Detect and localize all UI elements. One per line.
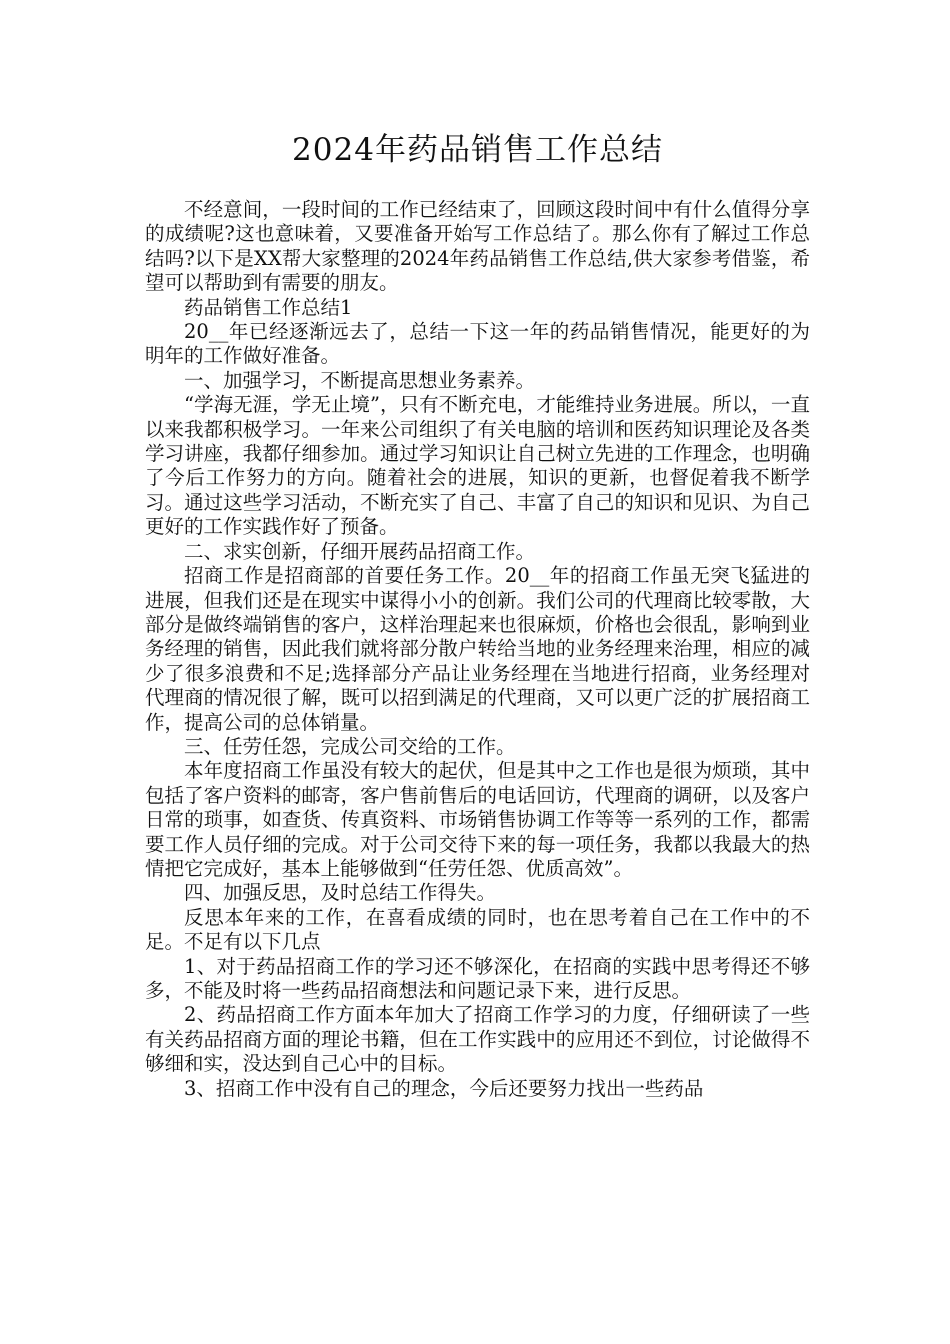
paragraph-heading-2: 二、求实创新，仔细开展药品招商工作。 [184,539,536,563]
paragraph: 本年度招商工作虽没有较大的起伏，但是其中之工作也是很为烦琐，其中包括了客户资料的邮寄，客户售前售后的电话回访，代理商的调研，以及客户日常的琐事，如查货、传真资料、市场销售协调工作等等一系列的工作，都需要工作人员仔细的完成。对于公司交待下来的每一项任务，我都以我最大的热情把它完成好，基本上能够做到“任劳任怨、优质高效”。 [145,759,810,880]
paragraph-list-item: 2、药品招商工作方面本年加大了招商工作学习的力度，仔细研读了一些有关药品招商方面的理论书籍，但在工作实践中的应用还不到位，讨论做得不够细和实，没达到自己心中的目标。 [145,1003,810,1076]
document-page [145,128,810,1101]
paragraph-heading-1: 一、加强学习，不断提高思想业务素养。 [184,368,536,392]
paragraph: 招商工作是招商部的首要任务工作。20__年的招商工作虽无突飞猛进的进展，但我们还是在现实中谋得小小的创新。我们公司的代理商比较零散，大部分是做终端销售的客户，这样治理起来也很麻烦，价格也会很乱，影响到业务经理的销售，因此我们就将部分散户转给当地的业务经理来治理，相应的减少了很多浪费和不足;选择部分产品让业务经理在当地进行招商，业务经理对代理商的情况很了解，既可以招到满足的代理商，又可以更广泛的扩展招商工作，提高公司的总体销量。 [145,564,810,734]
document-body [145,198,810,1101]
paragraph: “学海无涯，学无止境”，只有不断充电，才能维持业务进展。所以，一直以来我都积极学习。一年来公司组织了有关电脑的培训和医药知识理论及各类学习讲座，我都仔细参加。通过学习知识让自己树立先进的工作理念，也明确了今后工作努力的方向。随着社会的进展，知识的更新，也督促着我不断学习。通过这些学习活动，不断充实了自己、丰富了自己的知识和见识、为自己更好的工作实践作好了预备。 [145,393,810,539]
paragraph-intro: 不经意间，一段时间的工作已经结束了，回顾这段时间中有什么值得分享的成绩呢?这也意味着，又要准备开始写工作总结了。那么你有了解过工作总结吗?以下是XX帮大家整理的2024年药品销售工作总结,供大家参考借鉴，希望可以帮助到有需要的朋友。 [145,198,810,295]
paragraph-heading-3: 三、任劳任怨，完成公司交给的工作。 [184,734,516,758]
paragraph-list-item: 1、对于药品招商工作的学习还不够深化，在招商的实践中思考得还不够多，不能及时将一些药品招商想法和问题记录下来，进行反思。 [145,954,810,1002]
paragraph: 反思本年来的工作，在喜看成绩的同时，也在思考着自己在工作中的不足。不足有以下几点 [145,905,810,954]
document-title: 2024年药品销售工作总结 [292,132,663,168]
paragraph: 20__年已经逐渐远去了，总结一下这一年的药品销售情况，能更好的为明年的工作做好准备。 [145,320,810,368]
paragraph-heading-4: 四、加强反思，及时总结工作得失。 [184,881,497,905]
paragraph-section-heading: 药品销售工作总结1 [184,295,353,319]
paragraph-list-item: 3、招商工作中没有自己的理念，今后还要努力找出一些药品 [184,1076,704,1100]
